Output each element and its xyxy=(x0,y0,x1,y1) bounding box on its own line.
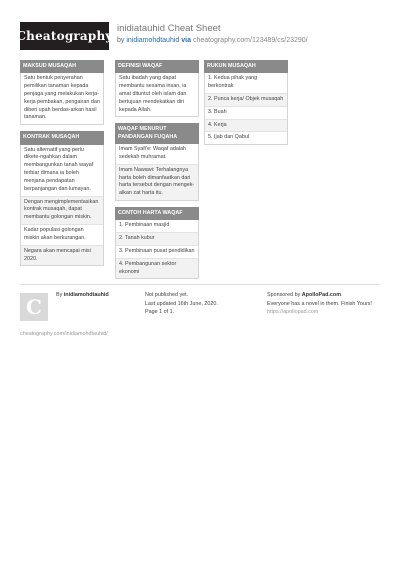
list-item: Negara akan mencapai misi 2020. xyxy=(21,245,103,266)
page-count: Page 1 of 1. xyxy=(145,309,175,316)
list-item: Satu bentuk penyerahan pemilikan tanaman kepada penjaga yang melakukan kerja-kerja pembakan, pengairan dan diberi upah berdas-arkan hasil tanaman. xyxy=(24,75,100,121)
byline-by: by xyxy=(117,37,125,44)
last-updated: Last updated 16th June, 2020. xyxy=(145,300,218,307)
list-item: 4. Kerja xyxy=(205,119,287,132)
column-2 xyxy=(115,60,199,285)
footer-meta xyxy=(145,291,260,317)
list-item: 4. Pembangunan sektor ekonomi xyxy=(116,258,198,279)
section-contoh-harta-waqaf xyxy=(115,207,199,279)
sponsor-prefix: Sponsored by xyxy=(267,292,301,298)
list-item: 3. Pembinaan pusat pendidikan xyxy=(116,245,198,258)
section-title: CONTOH HARTA WAQAF xyxy=(115,207,199,220)
column-3 xyxy=(204,60,288,151)
section-title: WAQAF MENURUT PANDANGAN FUQAHA xyxy=(115,123,199,144)
list-item: 2. Tanah kubur xyxy=(116,232,198,245)
list-item: Satu alternatif yang perlu dikete-ngahkan dalam membangunkan tanah wayaf terbiar dimana ia boleh menjana pendapatan berpanjangan dan lumayan. xyxy=(24,146,94,192)
list-item: 2. Punca kerja/ Objek musaqah xyxy=(205,93,287,106)
footer-by: By xyxy=(56,292,63,298)
publish-status: Not published yet. xyxy=(145,292,189,298)
sheet-url-link[interactable]: cheatography.com/123489/cs/23290/ xyxy=(192,37,308,44)
section-maksud-musaqah xyxy=(20,60,104,125)
section-rows xyxy=(20,145,104,267)
footer-sponsor xyxy=(267,291,380,317)
section-title: KONTRAK MUSAQAH xyxy=(20,131,104,144)
list-item: Dengan mengimplementasikan kontrak musaqah, dapat membantu golongan miskin. xyxy=(21,196,103,224)
section-definisi-waqaf xyxy=(115,60,199,117)
list-item: Imam Nawawi: Terhalangnya harta boleh dimanfaatkan dari harta tersebut dengan mengek-alkan zat harta itu. xyxy=(116,164,198,200)
page-header xyxy=(16,22,380,50)
sponsor-line xyxy=(267,291,380,300)
sponsor-link[interactable]: ApolloPad.com xyxy=(301,292,342,298)
list-item: 5. Ijab dan Qabul xyxy=(205,131,287,144)
column-1 xyxy=(20,60,104,272)
list-item: 1. Kedua pihak yang berkontrak xyxy=(208,75,258,90)
section-title: RUKUN MUSAQAH xyxy=(204,60,288,73)
section-title: DEFINISI WAQAF xyxy=(115,60,199,73)
section-rows xyxy=(204,73,288,145)
footer-author-url[interactable]: cheatography.com/inidiamohdtauhid/ xyxy=(20,331,108,337)
title-block xyxy=(117,23,308,44)
list-item: Kadar populasi golongan miskin akan berkurangan. xyxy=(21,224,103,245)
page-footer xyxy=(20,284,380,337)
section-rows xyxy=(115,73,199,117)
section-rows xyxy=(115,144,199,201)
list-item: 1. Pembinaan masjid xyxy=(119,222,170,229)
sponsor-url[interactable]: https://apollopad.com xyxy=(267,309,319,316)
page-title: inidiatauhid Cheat Sheet xyxy=(117,23,221,34)
section-kontrak-musaqah xyxy=(20,131,104,266)
cheatography-logo[interactable]: Cheatography xyxy=(20,22,109,50)
author-link[interactable]: inidiamohdtauhid xyxy=(126,37,180,44)
list-item: 3. Buah xyxy=(205,106,287,119)
sponsor-tagline: Everyone has a novel in them. Finish Yours! xyxy=(267,300,372,307)
cheatography-c-logo: C xyxy=(20,293,48,321)
section-waqaf-fuqaha xyxy=(115,123,199,201)
footer-byline xyxy=(56,291,109,300)
list-item: Satu ibadah yang dapat membantu sesama insan, ia amat dituntut oleh islam dan bertujuan mendekatkan diri kepada Allah. xyxy=(119,75,187,113)
footer-author-link[interactable]: inidiamohdtauhid xyxy=(63,292,109,298)
section-rukun-musaqah xyxy=(204,60,288,145)
byline xyxy=(117,37,308,44)
section-title: MAKSUD MUSAQAH xyxy=(20,60,104,73)
section-rows xyxy=(115,220,199,279)
list-item: Imam Syafi'e: Waqaf adalah sedekah muhramat. xyxy=(119,146,187,160)
byline-via: via xyxy=(181,37,191,44)
section-rows xyxy=(20,73,104,125)
